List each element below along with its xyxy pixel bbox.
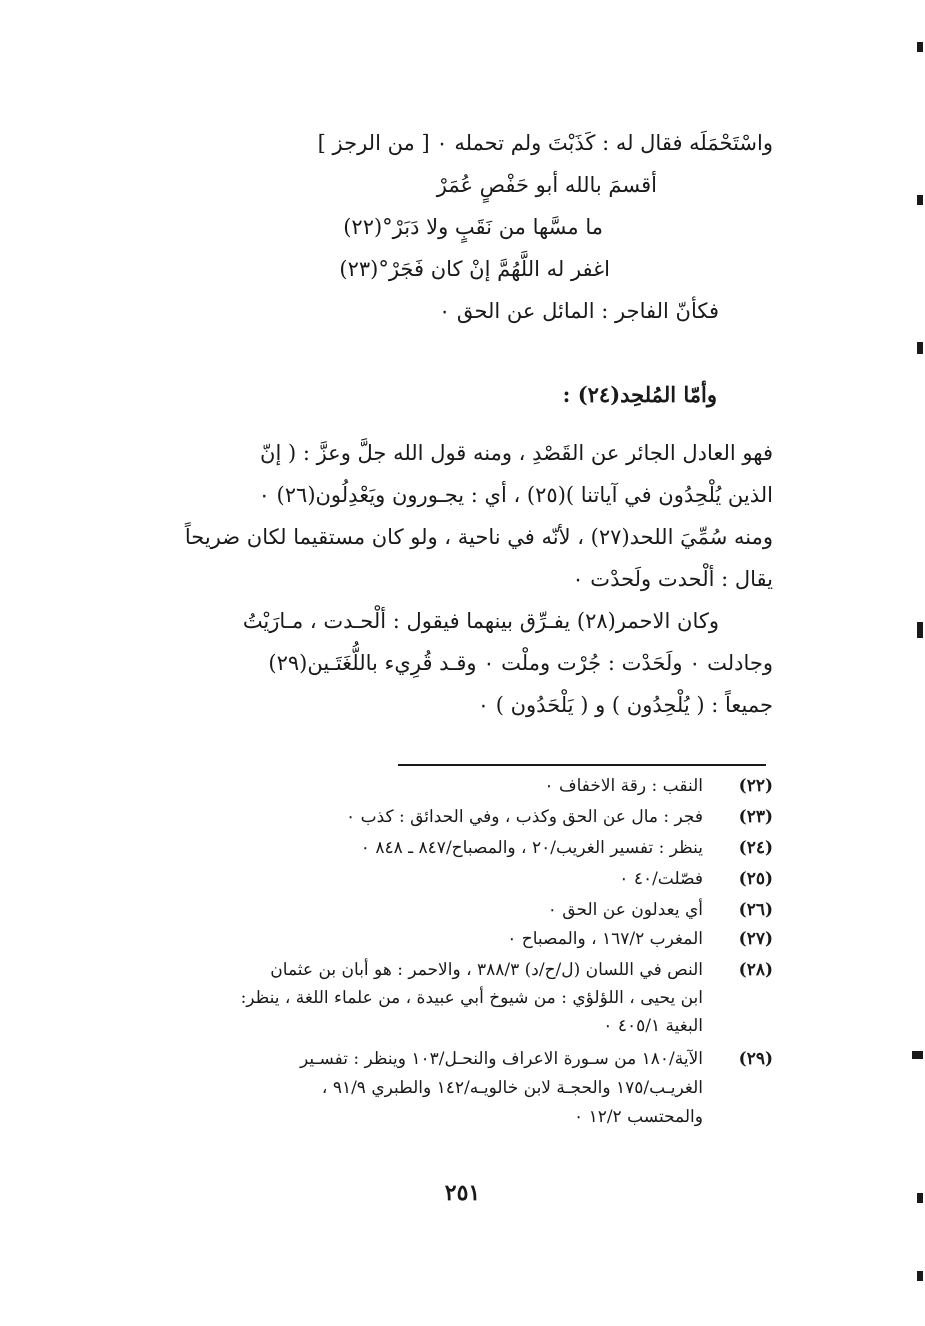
paragraph1-line-1: فهو العادل الجائر عن القَصْدِ ، ومنه قول الله جلَّ وعزَّ : ( إنّ (260, 441, 773, 465)
page-number: ٢٥١ (444, 1180, 481, 1206)
paragraph1-line-4: يقال : ألْحدت ولَحدْت ٠ (572, 567, 773, 591)
paragraph1-line-2: الذين يُلْحِدُون في آياتنا )(٢٥) ، أي : يجـورون ويَعْدِلُون(٢٦) ٠ (258, 483, 773, 507)
footnote-text: الغريـب/١٧٥ والحجـة لابن خالويـه/١٤٢ والطبري ٩١/٩ ، (321, 1078, 703, 1098)
scan-mark (917, 342, 923, 354)
footnote-text: فجر : مال عن الحق وكذب ، وفي الحدائق : كذب ٠ (346, 807, 703, 827)
scan-mark (917, 195, 923, 205)
footnote-separator (398, 764, 766, 766)
scan-mark (917, 1271, 923, 1281)
after-poem-line: فكأنّ الفاجر : المائل عن الحق ٠ (438, 299, 719, 323)
section-heading: وأمّا المُلحِد(٢٤) : (562, 382, 717, 407)
poem-intro: واسْتَحْمَلَه فقال له : كَذَبْتَ ولم تحمله ٠ [ من الرجز ] (317, 131, 773, 155)
footnote-text: فصّلت/٤٠ ٠ (619, 869, 703, 889)
verse-2: ما مسَّها من نَقَبٍ ولا دَبَرْ°(٢٢) (343, 215, 603, 239)
footnote-text: النقب : رقة الاخفاف ٠ (544, 776, 703, 796)
footnote-text: النص في اللسان (ل/ح/د) ٣٨٨/٣ ، والاحمر : هو أبان بن عثمان (270, 960, 703, 980)
footnote-number: (٢٦) (738, 900, 773, 920)
footnote-text: البغية ٤٠٥/١ ٠ (603, 1016, 703, 1036)
footnote-text: ينظر : تفسير الغريب/٢٠ ، والمصباح/٨٤٧ ـ ٨٤٨ ٠ (360, 838, 703, 858)
verse-1: أقسمَ بالله أبو حَفْصٍ عُمَرْ (436, 173, 657, 197)
footnote-number: (٢٧) (738, 929, 773, 949)
footnote-number: (٢٣) (738, 807, 773, 827)
paragraph2-line-1: وكان الاحمر(٢٨) يفـرِّق بينهما فيقول : ألْحـدت ، مـارَيْتُ (242, 609, 719, 633)
paragraph2-line-2: وجادلت ٠ ولَحَدْت : جُرْت وملْت ٠ وقـد قُرِيء باللُّغَتَـين(٢٩) (268, 651, 773, 675)
footnote-text: ابن يحيى ، اللؤلؤي : من شيوخ أبي عبيدة ، من علماء اللغة ، ينظر: (240, 988, 703, 1008)
scan-mark (912, 1051, 923, 1059)
paragraph1-line-3: ومنه سُمِّيَ اللحد(٢٧) ، لأنّه في ناحية ، ولو كان مستقيما لكان ضريحاً (184, 525, 773, 549)
verse-3: اغفر له اللَّهُمَّ إنْ كان فَجَرْ°(٢٣) (339, 257, 610, 281)
footnote-number: (٢٨) (738, 960, 773, 980)
footnote-number: (٢٥) (738, 869, 773, 889)
scan-mark (917, 622, 923, 638)
footnote-number: (٢٤) (738, 838, 773, 858)
footnote-number: (٢٩) (738, 1049, 773, 1069)
footnote-text: أي يعدلون عن الحق ٠ (547, 900, 703, 920)
footnote-text: الآية/١٨٠ من سـورة الاعراف والنحـل/١٠٣ وينظر : تفسـير (299, 1049, 703, 1069)
footnote-text: المغرب ١٦٧/٢ ، والمصباح ٠ (507, 929, 703, 949)
scan-mark (917, 42, 923, 52)
scan-mark (917, 1193, 923, 1203)
footnote-text: والمحتسب ١٢/٢ ٠ (574, 1107, 703, 1127)
paragraph2-line-3: جميعاً : ( يُلْحِدُون ) و ( يَلْحَدُون ) ٠ (477, 693, 773, 717)
footnote-number: (٢٢) (738, 776, 773, 796)
